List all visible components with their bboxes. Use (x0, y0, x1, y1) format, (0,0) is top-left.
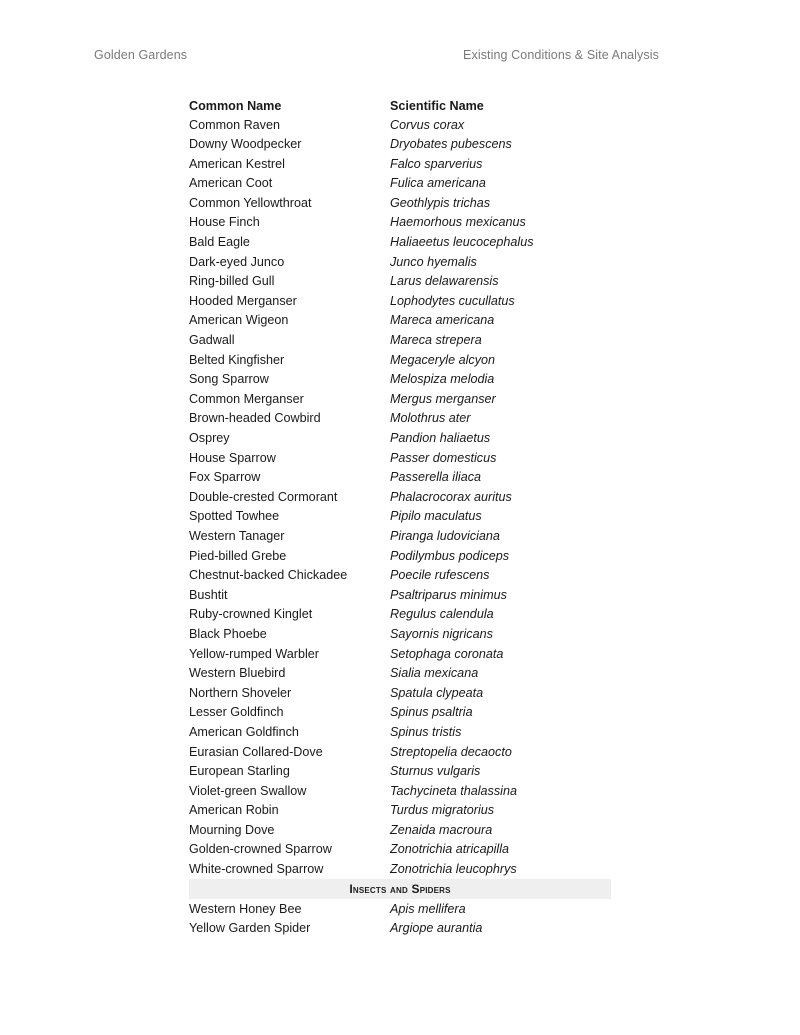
scientific-name-cell: Haliaeetus leucocephalus (390, 235, 534, 250)
scientific-name-cell: Passer domesticus (390, 450, 497, 465)
scientific-name-cell: Sayornis nigricans (390, 626, 493, 641)
table-row (189, 703, 611, 723)
scientific-name-cell: Mareca americana (390, 313, 495, 328)
scientific-name-cell: Fulica americana (390, 176, 486, 191)
common-name-cell: Bushtit (189, 587, 228, 602)
section-header-insects-label: Insects and Spiders (349, 882, 451, 897)
common-name-cell: Northern Shoveler (189, 685, 292, 700)
common-name-cell: Mourning Dove (189, 822, 275, 837)
scientific-name-cell: Streptopelia decaocto (390, 744, 512, 759)
scientific-name-cell: Molothrus ater (390, 411, 471, 426)
table-row (189, 213, 611, 233)
table-row (189, 742, 611, 762)
scientific-name-cell: Sturnus vulgaris (390, 764, 481, 779)
table-row (189, 683, 611, 703)
common-name-cell: Dark-eyed Junco (189, 254, 285, 269)
common-name-cell: American Robin (189, 803, 279, 818)
common-name-cell: Western Honey Bee (189, 901, 302, 916)
table-row (189, 487, 611, 507)
table-row (189, 762, 611, 782)
table-row (189, 370, 611, 390)
column-header-scientific-name: Scientific Name (390, 98, 484, 113)
scientific-name-cell: Larus delawarensis (390, 274, 499, 289)
table-row (189, 624, 611, 644)
scientific-name-cell: Tachycineta thalassina (390, 783, 517, 798)
scientific-name-cell: Geothlypis trichas (390, 195, 491, 210)
table-row (189, 566, 611, 586)
common-name-cell: Gadwall (189, 333, 235, 348)
common-name-cell: Golden-crowned Sparrow (189, 842, 332, 857)
table-row (189, 272, 611, 292)
scientific-name-cell: Piranga ludoviciana (390, 528, 500, 543)
table-row (189, 585, 611, 605)
common-name-cell: Hooded Merganser (189, 293, 297, 308)
scientific-name-cell: Setophaga coronata (390, 646, 504, 661)
table-row (189, 546, 611, 566)
scientific-name-cell: Phalacrocorax auritus (390, 489, 512, 504)
common-name-cell: Belted Kingfisher (189, 352, 285, 367)
table-row (189, 448, 611, 468)
scientific-name-cell: Dryobates pubescens (390, 137, 512, 152)
birds-list (189, 115, 611, 879)
scientific-name-cell: Podilymbus podiceps (390, 548, 510, 563)
table-row (189, 331, 611, 351)
scientific-name-cell: Junco hyemalis (390, 254, 477, 269)
scientific-name-cell: Mareca strepera (390, 333, 482, 348)
scientific-name-cell: Zonotrichia atricapilla (390, 842, 509, 857)
common-name-cell: Western Bluebird (189, 666, 286, 681)
common-name-cell: Lesser Goldfinch (189, 705, 284, 720)
common-name-cell: Western Tanager (189, 528, 285, 543)
common-name-cell: Ruby-crowned Kinglet (189, 607, 313, 622)
header-section-title: Existing Conditions & Site Analysis (463, 48, 659, 62)
header-site-name: Golden Gardens (94, 48, 188, 62)
insects-list (189, 899, 611, 938)
common-name-cell: Ring-billed Gull (189, 274, 275, 289)
scientific-name-cell: Lophodytes cucullatus (390, 293, 515, 308)
common-name-cell: Eurasian Collared-Dove (189, 744, 323, 759)
common-name-cell: Common Raven (189, 117, 280, 132)
table-row (189, 820, 611, 840)
scientific-name-cell: Haemorhous mexicanus (390, 215, 526, 230)
table-row (189, 840, 611, 860)
scientific-name-cell: Sialia mexicana (390, 666, 479, 681)
section-header-insects (189, 879, 611, 899)
table-row (189, 605, 611, 625)
common-name-cell: American Goldfinch (189, 724, 299, 739)
common-name-cell: Pied-billed Grebe (189, 548, 287, 563)
species-table (189, 97, 611, 938)
table-row (189, 389, 611, 409)
table-row (189, 350, 611, 370)
common-name-cell: Osprey (189, 431, 230, 445)
table-row (189, 429, 611, 449)
column-header-common-name: Common Name (189, 98, 282, 113)
scientific-name-cell: Turdus migratorius (390, 803, 495, 818)
scientific-name-cell: Spinus psaltria (390, 705, 473, 720)
table-row (189, 115, 611, 135)
table-row (189, 860, 611, 880)
scientific-name-cell: Zonotrichia leucophrys (390, 862, 517, 877)
scientific-name-cell: Apis mellifera (390, 901, 466, 916)
table-row (189, 468, 611, 488)
common-name-cell: Downy Woodpecker (189, 137, 302, 152)
table-row (189, 722, 611, 742)
scientific-name-cell: Regulus calendula (390, 607, 494, 622)
common-name-cell: Brown-headed Cowbird (189, 411, 321, 426)
table-row (189, 919, 611, 939)
table-row (189, 193, 611, 213)
scientific-name-cell: Poecile rufescens (390, 568, 490, 583)
scientific-name-cell: Falco sparverius (390, 156, 483, 171)
common-name-cell: Violet-green Swallow (189, 783, 307, 798)
common-name-cell: European Starling (189, 764, 290, 779)
common-name-cell: Bald Eagle (189, 235, 250, 250)
scientific-name-cell: Argiope aurantia (390, 921, 483, 936)
common-name-cell: Fox Sparrow (189, 470, 261, 485)
table-row (189, 781, 611, 801)
common-name-cell: House Finch (189, 215, 260, 230)
table-row (189, 174, 611, 194)
common-name-cell: American Wigeon (189, 313, 289, 328)
scientific-name-cell: Pipilo maculatus (390, 509, 482, 524)
table-row (189, 154, 611, 174)
common-name-cell: American Kestrel (189, 156, 285, 171)
scientific-name-cell: Passerella iliaca (390, 470, 481, 485)
common-name-cell: White-crowned Sparrow (189, 862, 324, 877)
scientific-name-cell: Pandion haliaetus (390, 431, 491, 445)
common-name-cell: House Sparrow (189, 450, 276, 465)
table-row (189, 311, 611, 331)
table-header-row (189, 97, 611, 115)
common-name-cell: Black Phoebe (189, 626, 267, 641)
scientific-name-cell: Mergus merganser (390, 391, 496, 406)
common-name-cell: Song Sparrow (189, 372, 269, 387)
scientific-name-cell: Psaltriparus minimus (390, 587, 507, 602)
table-row (189, 526, 611, 546)
table-row (189, 409, 611, 429)
table-row (189, 801, 611, 821)
scientific-name-cell: Melospiza melodia (390, 372, 495, 387)
common-name-cell: Common Yellowthroat (189, 195, 312, 210)
scientific-name-cell: Corvus corax (390, 117, 465, 132)
scientific-name-cell: Spinus tristis (390, 724, 462, 739)
table-row (189, 664, 611, 684)
table-row (189, 507, 611, 527)
table-row (189, 252, 611, 272)
common-name-cell: American Coot (189, 176, 273, 191)
table-row (189, 135, 611, 155)
scientific-name-cell: Spatula clypeata (390, 685, 484, 700)
table-row (189, 899, 611, 919)
common-name-cell: Yellow Garden Spider (189, 921, 311, 936)
scientific-name-cell: Megaceryle alcyon (390, 352, 495, 367)
table-row (189, 233, 611, 253)
common-name-cell: Spotted Towhee (189, 509, 280, 524)
scientific-name-cell: Zenaida macroura (390, 822, 493, 837)
table-row (189, 644, 611, 664)
common-name-cell: Double-crested Cormorant (189, 489, 338, 504)
common-name-cell: Chestnut-backed Chickadee (189, 568, 348, 583)
table-row (189, 291, 611, 311)
common-name-cell: Yellow-rumped Warbler (189, 646, 319, 661)
common-name-cell: Common Merganser (189, 391, 304, 406)
